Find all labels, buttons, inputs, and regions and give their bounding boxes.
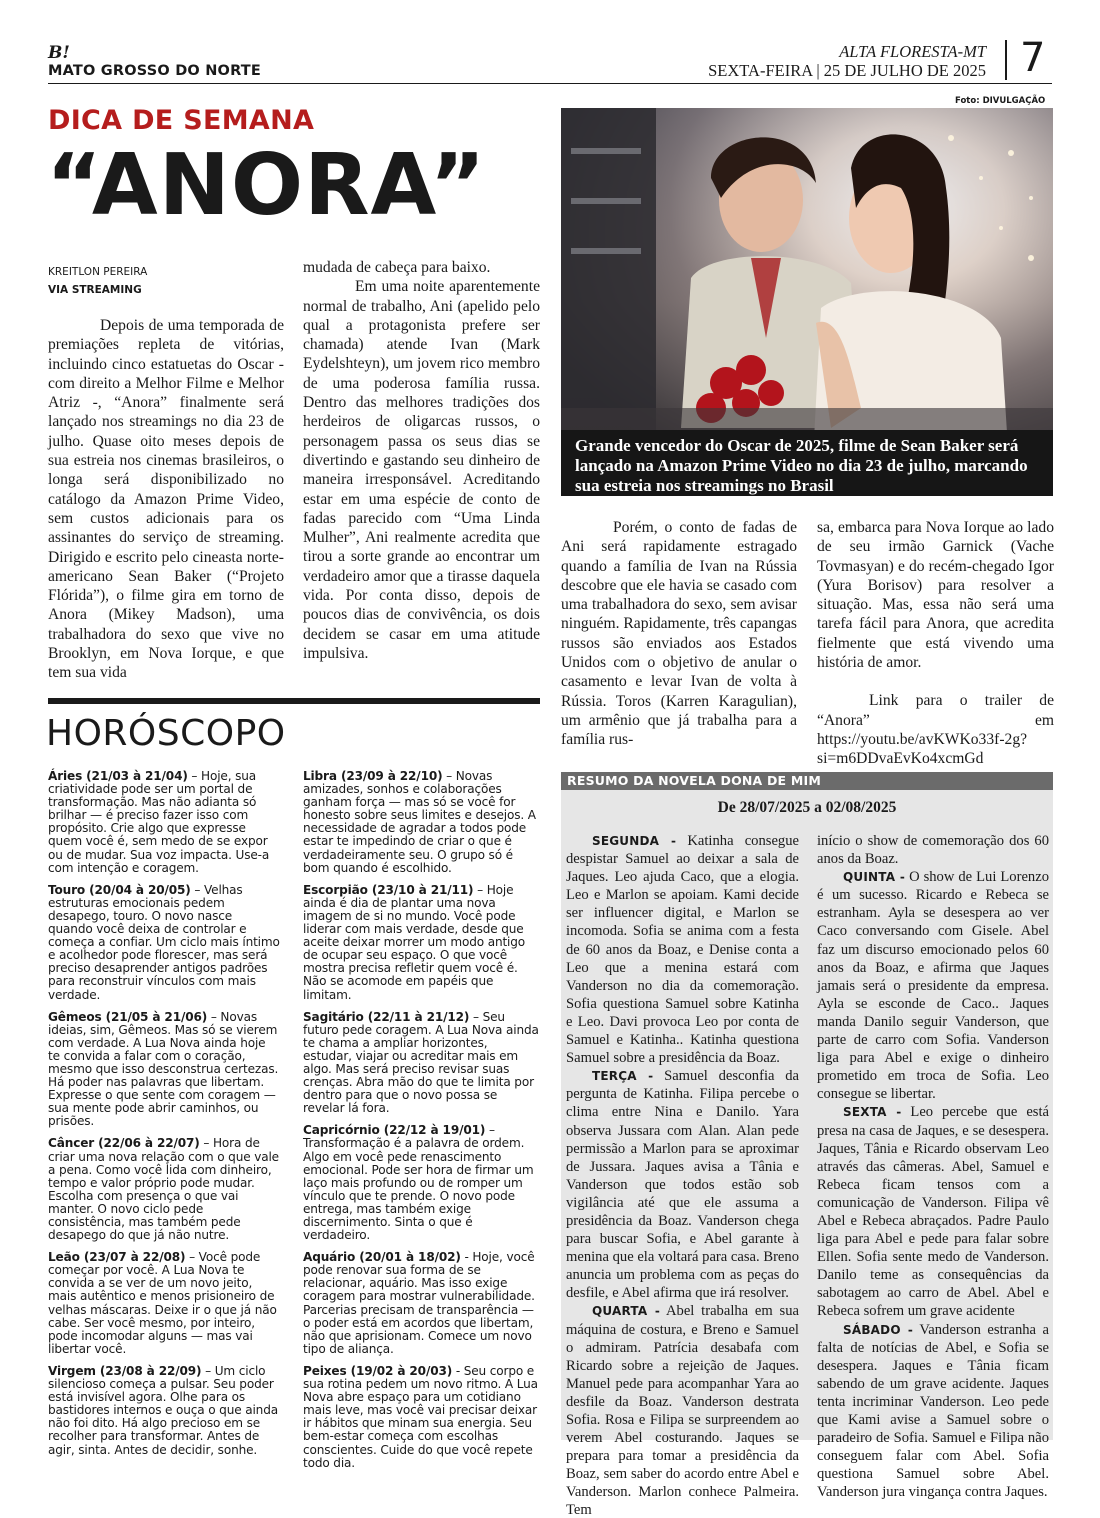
- author-name: KREITLON PEREIRA: [48, 266, 148, 278]
- horoscope-column-2: [303, 770, 540, 1479]
- sign-text: – Hoje, sua criatividade pode ser um portal de transformação. Mas não adianta só brilhar — é preciso fazer isso com propósito. Crie algo que expresse quem você é, sem medo de se expor ou de mudar. Sua voz impacta. Use-a com intenção e coragem.: [48, 769, 270, 875]
- day-label: TERÇA -: [592, 1069, 654, 1084]
- novela-header: RESUMO DA NOVELA DONA DE MIM: [561, 772, 1053, 790]
- article-column-4: [817, 518, 1054, 769]
- sign-text: - Seu corpo e sua rotina pedem um novo ritmo. A Lua Nova abre espaço para um cotidiano mais leve, mas você vai precisar deixar ir hábitos que minam sua energia. Seu bem-estar começa com escolhas conscientes. Cuide do que você repete todo dia.: [303, 1363, 538, 1470]
- novela-continued-text: início o show de comemoração dos 60 anos da Boaz.: [817, 833, 1049, 868]
- novela-day-entry: [566, 1302, 799, 1518]
- day-text: Leo percebe que está presa na casa de Jaques, e se desespera. Jaques, Tânia e Ricardo observam Leo através das câmeras. Abel, Samuel e Rebeca ficam tensos com a comunicação de Vanderson. Filipa vê Abel e Rebeca abraçados. Padre Paulo liga para Abel e pede para falar sobre Ellen. Sofia sente medo de Vanderson. Danilo teme as consequências da sabotagem ao carro de Abel. Abel e Rebeca sofrem um grave acidente: [817, 1104, 1050, 1320]
- day-text: Samuel desconfia da pergunta de Katinha. Filipa percebe o clima entre Nina e Danilo. Yara observa Jussara com Alan. Alan pede permissão a Marlon para se aproximar de Jussara. Jaques avisa a Tânia e Vanderson que todos estão sob vigilância até que ele assuma a presidência da Boaz. Vanderson chega para buscar Sofia, e Abel garante à menina que ela voltará para casa. Breno anuncia um problema com as peças do desfile, e Abel afirma que irá resolver.: [566, 1068, 799, 1302]
- day-label: SÁBADO -: [843, 1322, 914, 1337]
- horoscope-entry: [48, 1011, 280, 1129]
- sign-name: Libra (23/09 à 22/10): [303, 769, 443, 783]
- sign-name: Virgem (23/08 à 22/09): [48, 1363, 202, 1378]
- sign-name: Áries (21/03 à 21/04): [48, 769, 188, 783]
- article-title: “ANORA”: [46, 136, 487, 235]
- day-label: SEGUNDA -: [592, 834, 677, 848]
- sign-text: – Um ciclo silencioso começa a pulsar. Seu poder está invisível agora. Olhe para os bastidores internos e ouça o que ainda não foi dito. Há algo precioso em se recolher para transformar. Antes de agir, sinta. Antes de decidir, sonhe.: [48, 1363, 278, 1457]
- article-column-2: [303, 258, 540, 663]
- horoscope-column-1: [48, 770, 280, 1466]
- article-paragraph: Depois de uma temporada de premiações repleta de vitórias, incluindo cinco estatuetas do Oscar - com direito a Melhor Filme e Melhor Atriz -, “Anora” finalmente será lançado nos streamings no dia 23 de julho. Quase oito meses depois de sua estreia nos cinemas brasileiros, o longa será disponibilizado no catálogo da Amazon Prime Video, sem custos adicionais para os assinantes do serviço de streaming. Dirigido e escrito pelo cineasta norte-americano Sean Baker (“Projeto Flórida”), o filme gira em torno de Anora (Mikey Madson), uma trabalhadora do sexo que vive no Brooklyn, em Nova Iorque, e que tem sua vida: [48, 317, 284, 682]
- horoscope-entry: [303, 1251, 540, 1356]
- horoscope-entry: [303, 1365, 540, 1470]
- day-label: QUARTA -: [592, 1304, 661, 1319]
- masthead: [48, 44, 261, 80]
- article-kicker: DICA DE SEMANA: [48, 105, 315, 136]
- horoscope-entry: [48, 884, 280, 1002]
- byline: [48, 263, 147, 299]
- sign-name: Gêmeos (21/05 à 21/06): [48, 1009, 208, 1024]
- horoscope-title: HORÓSCOPO: [46, 713, 286, 754]
- horoscope-entry: [48, 1365, 280, 1457]
- sign-text: – Novas amizades, sonhos e colaborações ganham força — mas só se você for honesto sobre seus limites e desejos. A necessidade de agradar a todos pode estar te impedindo de criar o que é verdadeiramente seu. O grupo só é bom quando é escolhido.: [303, 769, 536, 875]
- sign-text: – Novas ideias, sim, Gêmeos. Mas só se vierem com verdade. A Lua Nova ainda hoje te convida a falar com o coração, mesmo que isso desconstrua certezas. Há poder nas palavras que libertam. Expresse o que sente com coragem — sua mente pode abrir caminhos, ou prisões.: [48, 1009, 279, 1129]
- article-paragraph: Porém, o conto de fadas de Ani será rapidamente estragado quando a família de Ivan na Rússia descobre que ele havia se casado com uma trabalhadora do sexo, sem avisar ninguém. Rapidamente, três capangas russos são enviados aos Estados Unidos com o objetivo de anular o casamento e levar Ivan de volta à Rússia. Toros (Karren Karagulian), um armênio que já trabalha para a família rus-: [561, 519, 797, 749]
- horoscope-entry: [303, 1124, 540, 1242]
- sign-name: Aquário (20/01 à 18/02): [303, 1250, 461, 1265]
- edition-date: SEXTA-FEIRA | 25 DE JULHO DE 2025: [708, 61, 986, 80]
- page-number: 7: [1020, 35, 1046, 81]
- photo-credit: Foto: DIVULGAÇÃO: [955, 96, 1046, 106]
- newspaper-logo: B!: [48, 43, 70, 63]
- horoscope-rule: [48, 698, 540, 704]
- novela-day-entry: [817, 868, 1049, 1103]
- edition-city: ALTA FLORESTA-MT: [839, 42, 986, 61]
- sign-text: – Velhas estruturas emocionais pedem desapego, touro. O novo nasce quando você deixa de controlar e começa a confiar. Um ciclo mais íntimo e acolhedor pode florescer, mas será preciso desaprender antigos padrões para reconstruir vínculos com mais verdade.: [48, 882, 280, 1002]
- article-paragraph: sa, embarca para Nova Iorque ao lado de seu irmão Garnick (Vache Tovmasyan) e do recém-chegado Igor (Yura Borisov) para resolver a situação. Mas, essa não será uma tarefa fácil para Anora, que acredita fielmente que está vivendo uma história de amor.: [817, 519, 1054, 672]
- article-paragraph: Em uma noite aparentemente normal de trabalho, Ani (apelido pelo qual a protagonista prefere ser chamada) atende Ivan (Mark Eydelshteyn), um jovem rico membro de uma poderosa família russa. Dentro das melhores tradições dos herdeiros de oligarcas russos, o personagem passa os seus dias se divertindo e gastando seu dinheiro de maneira irresponsável. Acreditando estar em uma espécie de conto de fadas parecido com “Uma Linda Mulher”, Ani realmente acredita que tirou a sorte grande ao encontrar um verdadeiro amor que a tirasse daquela vida. Por conta disso, depois de poucos dias de convivência, os dois decidem se casar em uma atitude impulsiva.: [303, 278, 540, 662]
- novela-day-entry: [566, 832, 799, 1067]
- sign-name: Capricórnio (22/12 à 19/01): [303, 1123, 486, 1138]
- photo-caption: Grande vencedor do Oscar de 2025, filme de Sean Baker será lançado na Amazon Prime Video no dia 23 de julho, marcando sua estreia nos streamings no Brasil: [561, 430, 1053, 496]
- sign-text: – Hora de criar uma nova relação com o que vale a pena. Como você lida com dinheiro, tempo e valor próprio pode mudar. Escolha com presença o que vai manter. O novo ciclo pede consistência, mas também pede desapego do que já não nutre.: [48, 1136, 279, 1243]
- novela-column-2: [817, 832, 1049, 1501]
- header-rule: [48, 83, 1052, 84]
- day-label: QUINTA -: [843, 870, 906, 885]
- article-column-3: [561, 518, 797, 750]
- horoscope-entry: [48, 1251, 280, 1356]
- horoscope-entry: [303, 884, 540, 1002]
- novela-day-entry: [817, 1103, 1049, 1320]
- sign-name: Peixes (19/02 à 20/03): [303, 1363, 453, 1378]
- section-name: MATO GROSSO DO NORTE: [48, 63, 261, 79]
- horoscope-entry: [303, 770, 540, 875]
- day-text: Abel trabalha em sua máquina de costura, e Breno e Samuel o admiram. Patrícia desabafa com Ricardo sobre a rejeição de Jaques. Manuel pede para acompanhar Yara ao desfile da Boaz. Vanderson destrata Sofia. Rosa e Filipa se surpreendem ao verem Abel costurando. Jaques se prepara para tomar a presidência da Boaz, sem saber do acordo entre Abel e Vanderson. Marlon conhece Palmeira. Tem: [566, 1303, 799, 1518]
- sign-name: Câncer (22/06 à 22/07): [48, 1136, 200, 1151]
- sign-text: – Transformação é a palavra de ordem. Algo em você pede renascimento emocional. Pode ser hora de firmar um laço mais profundo ou de romper um vínculo que te prende. O novo pode entrega, mas também exige discernimento. Sinta o que é verdadeiro.: [303, 1123, 534, 1243]
- sign-text: – Seu futuro pede coragem. A Lua Nova ainda te chama a ampliar horizontes, estudar, viajar ou acreditar mais em algo. Mas será preciso revisar suas crenças. Abra mão do que te limita por dentro para que o novo possa se revelar lá fora.: [303, 1009, 539, 1116]
- horoscope-entry: [48, 1137, 280, 1242]
- sign-text: - Hoje, você pode renovar sua forma de se relacionar, aquário. Mas isso exige coragem para mostrar vulnerabilidade. Parcerias precisam de transparência — o poder está em acordos que libertam, não que aprisionam. Comece um novo tipo de aliança.: [303, 1250, 535, 1356]
- day-text: Vanderson estranha a falta de notícias de Abel, e Sofia se desespera. Jaques e Tânia ficam sabendo de um grave acidente. Jaques tenta incriminar Vanderson. Leo pede que Kami avise a Samuel sobre o paradeiro de Sofia. Samuel e Filipa não conseguem falar com Abel. Sofia questiona Samuel sobre Abel. Vanderson jura vingança contra Jaques.: [817, 1321, 1049, 1501]
- article-source: VIA STREAMING: [48, 284, 142, 296]
- day-text: Katinha consegue despistar Samuel ao deixar a sala de Jaques. Leo ajuda Caco, que a elogia. Leo e Marlon se apoiam. Kami decide ser influencer digital, e Marlon se incomoda. Sofia se anima com a festa de 60 anos da Boaz, e Denise conta a Leo que a menina estará com Vanderson no dia da comemoração. Sofia questiona Samuel sobre Katinha e Leo. Davi provoca Leo por conta de Samuel e Katinha.. Katinha questiona Samuel sobre a presidência da Boaz.: [566, 833, 800, 1067]
- sign-text: – Hoje ainda é dia de plantar uma nova imagem de si no mundo. Você pode liderar com mais verdade, desde que aceite deixar morrer um modo antigo de ocupar seu espaço. O que você mostra precisa refletir quem você é. Não se acomode em papéis que limitam.: [303, 882, 526, 1002]
- sign-name: Touro (20/04 à 20/05): [48, 882, 191, 897]
- novela-column-1: [566, 832, 799, 1518]
- horoscope-entry: [48, 770, 280, 875]
- day-label: SEXTA -: [843, 1105, 902, 1120]
- sign-name: Leão (23/07 à 22/08): [48, 1250, 186, 1265]
- trailer-link-paragraph[interactable]: Link para o trailer de “Anora” em https://youtu.be/avKWKo33f-2g?si=m6DDvaEvKo4xcmGd: [817, 692, 1054, 768]
- edition-info: [708, 42, 986, 80]
- article-column-1: [48, 316, 284, 683]
- novela-dates: De 28/07/2025 a 02/08/2025: [717, 799, 897, 816]
- article-paragraph: mudada de cabeça para baixo.: [303, 259, 491, 276]
- horoscope-entry: [303, 1011, 540, 1116]
- sign-text: – Você pode começar por você. A Lua Nova te convida a se ver de um novo jeito, mais autêntico e menos prisioneiro de velhas máscaras. Deixe ir o que já não cabe. Ser você mesmo, por inteiro, pode incomodar alguns — mas vai libertar você.: [48, 1250, 277, 1356]
- sign-name: Sagitário (22/11 à 21/12): [303, 1009, 470, 1024]
- novela-day-entry: [817, 1321, 1049, 1502]
- novela-day-entry: [566, 1067, 799, 1302]
- day-text: O show de Lui Lorenzo é um sucesso. Ricardo e Rebeca se estranham. Ayla se desespera ao ver Caco conversando com Gisele. Abel faz um discurso emocionado pelos 60 anos da Boaz, e afirma que Jaques jamais será o presidente da empresa. Ayla se esconde de Caco.. Jaques manda Danilo seguir Vanderson, que parte de carro com Sofia. Vanderson liga para Abel e exige o dinheiro prometido em troca de Sofia. Leo consegue se libertar.: [817, 869, 1049, 1103]
- header-divider: [1005, 40, 1007, 80]
- sign-name: Escorpião (23/10 à 21/11): [303, 882, 474, 897]
